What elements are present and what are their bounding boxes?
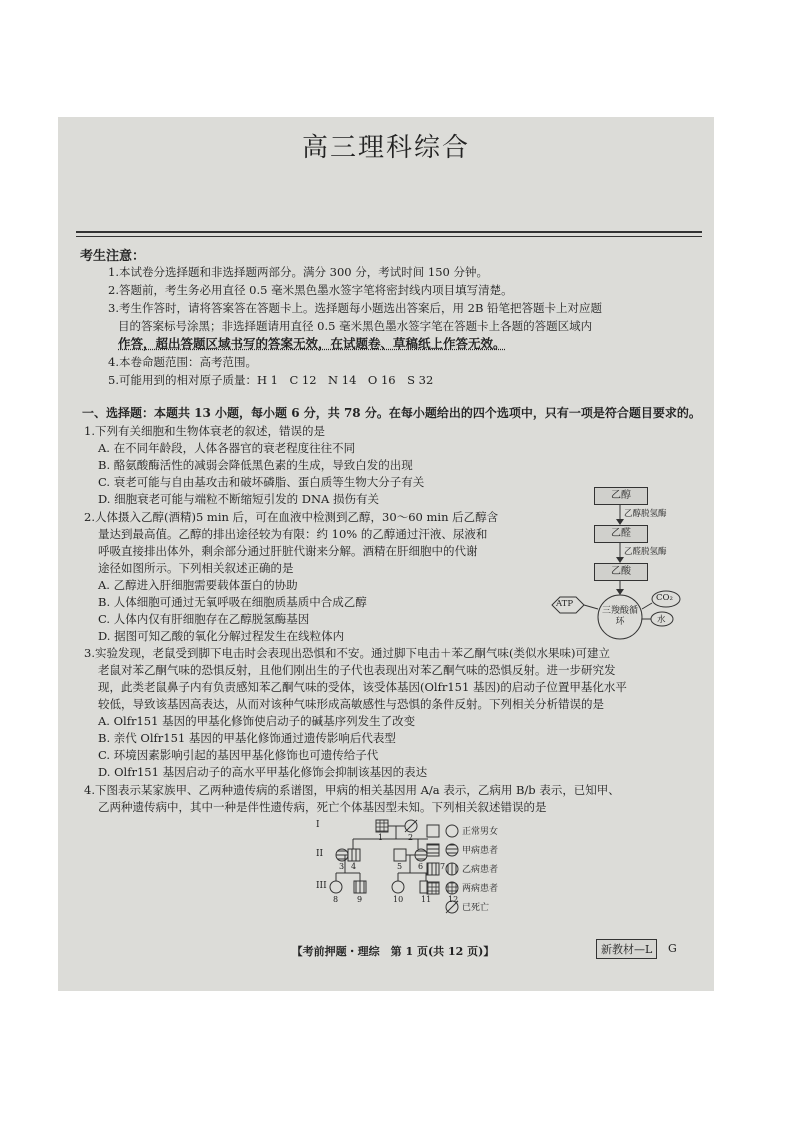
individual-number: 3 bbox=[339, 862, 345, 871]
question-stem: 途径如图所示。下列相关叙述正确的是 bbox=[98, 561, 294, 575]
individual-number: 2 bbox=[408, 833, 414, 842]
question-stem: 现，此类老鼠鼻子内有负责感知苯乙酮气味的受体，该受体基因(Olfr151 基因)的启动子位置甲基化水平 bbox=[98, 680, 627, 694]
option-d: D. 细胞衰老可能与端粒不断缩短引发的 DNA 损伤有关 bbox=[98, 492, 380, 506]
edition-tag: 新教材—L bbox=[596, 939, 657, 959]
page-title: 高三理科综合 bbox=[301, 133, 470, 163]
question-stem: 呼吸直接排出体外，剩余部分通过肝脏代谢来分解。酒精在肝细胞中的代谢 bbox=[98, 544, 478, 558]
question-3 bbox=[84, 645, 704, 781]
water-label: 水 bbox=[657, 615, 666, 625]
page-footer: 【考前押题・理综 第 1 页(共 12 页)】 bbox=[291, 945, 495, 958]
option-c: C. 环境因素影响引起的基因甲基化修饰也可遗传给子代 bbox=[98, 748, 379, 762]
option-a: A. Olfr151 基因的甲基化修饰使启动子的碱基序列发生了改变 bbox=[98, 714, 416, 728]
edition-suffix: G bbox=[668, 942, 677, 955]
notice-item: 3.考生作答时，请将答案答在答题卡上。选择题每小题选出答案后，用 2B 铅笔把答题卡上对应题 bbox=[108, 301, 603, 315]
notice-item: 1.本试卷分选择题和非选择题两部分。满分 300 分，考试时间 150 分钟。 bbox=[108, 265, 488, 279]
divider bbox=[76, 231, 702, 233]
option-c: C. 衰老可能与自由基攻击和破坏磷脂、蛋白质等生物大分子有关 bbox=[98, 475, 425, 489]
option-d: D. 据图可知乙酸的氧化分解过程发生在线粒体内 bbox=[98, 629, 345, 643]
option-d: D. Olfr151 基因启动子的高水平甲基化修饰会抑制该基因的表达 bbox=[98, 765, 428, 779]
exam-page bbox=[58, 117, 714, 991]
notice-list bbox=[108, 263, 708, 389]
section-heading: 一、选择题：本题共 13 小题，每小题 6 分，共 78 分。在每小题给出的四个选项中，只有一项是符合题目要求的。 bbox=[82, 406, 701, 420]
individual-number: 10 bbox=[393, 895, 404, 904]
question-stem: 乙两种遗传病中，其中一种是伴性遗传病，死亡个体基因型未知。下列相关叙述错误的是 bbox=[98, 800, 547, 814]
generation-label: III bbox=[316, 881, 327, 891]
question-2 bbox=[84, 509, 564, 645]
question-stem: 1.下列有关细胞和生物体衰老的叙述，错误的是 bbox=[84, 424, 325, 438]
legend-label: 正常男女 bbox=[462, 827, 499, 837]
question-stem: 老鼠对苯乙酮气味的恐惧反射，且他们刚出生的子代也表现出对苯乙酮气味的恐惧反射。进一步研究发 bbox=[98, 663, 616, 677]
atp-label: ATP bbox=[556, 599, 574, 609]
question-stem: 量达到最高值。乙醇的排出途径较为有限：约 10% 的乙醇通过汗液、尿液和 bbox=[98, 527, 488, 541]
node-acetaldehyde: 乙醛 bbox=[594, 525, 648, 543]
individual-number: 1 bbox=[378, 833, 384, 842]
legend-label: 已死亡 bbox=[462, 903, 490, 913]
legend-item bbox=[426, 859, 546, 878]
notice-heading: 考生注意： bbox=[80, 249, 146, 264]
individual-number: 12 bbox=[448, 895, 459, 904]
individual-number: 4 bbox=[351, 862, 357, 871]
node-acetic-acid: 乙酸 bbox=[594, 563, 648, 581]
individual-number: 5 bbox=[397, 862, 403, 871]
pedigree-drawing bbox=[258, 817, 428, 927]
question-stem: 3.实验发现，老鼠受到脚下电击时会表现出恐惧和不安。通过脚下电击＋苯乙酮气味(类似水果味)可建立 bbox=[84, 646, 610, 660]
notice-item: 5.可能用到的相对原子质量：H 1 C 12 N 14 O 16 S 32 bbox=[108, 373, 434, 387]
individual-number: 6 bbox=[418, 862, 424, 871]
legend-symbol-deceased bbox=[426, 900, 460, 914]
option-a: A. 乙醇进入肝细胞需要载体蛋白的协助 bbox=[98, 578, 298, 592]
question-stem: 较低，导致该基因高表达，从而对该种气味形成高敏感性与恐惧的条件反射。下列相关分析错误的是 bbox=[98, 697, 604, 711]
individual-number: 8 bbox=[333, 895, 339, 904]
option-b: B. 酪氨酸酶活性的减弱会降低黑色素的生成，导致白发的出现 bbox=[98, 458, 413, 472]
individual-number: 11 bbox=[421, 895, 432, 904]
notice-item: 2.答题前，考生务必用直径 0.5 毫米黑色墨水签字笔将密封线内项目填写清楚。 bbox=[108, 283, 513, 297]
legend-label: 甲病患者 bbox=[462, 846, 499, 856]
notice-item: 目的答案标号涂黑；非选择题请用直径 0.5 毫米黑色墨水签字笔在答题卡上各题的答题区域内 bbox=[118, 319, 593, 333]
individual-number: 7 bbox=[440, 862, 446, 871]
co2-label: CO₂ bbox=[656, 593, 673, 603]
notice-item: 4.本卷命题范围：高考范围。 bbox=[108, 355, 257, 369]
legend-item bbox=[426, 897, 546, 916]
cycle-label: 三羧酸循环 bbox=[602, 606, 639, 627]
metabolism-diagram bbox=[546, 485, 706, 655]
node-ethanol: 乙醇 bbox=[594, 487, 648, 505]
individual-number: 9 bbox=[357, 895, 363, 904]
option-b: B. 人体细胞可通过无氧呼吸在细胞质基质中合成乙醇 bbox=[98, 595, 367, 609]
divider bbox=[76, 236, 702, 237]
option-c: C. 人体内仅有肝细胞存在乙醇脱氢酶基因 bbox=[98, 612, 310, 626]
question-stem: 2.人体摄入乙醇(酒精)5 min 后，可在血液中检测到乙醇，30～60 min 后乙醇含 bbox=[84, 510, 499, 524]
option-b: B. 亲代 Olfr151 基因的甲基化修饰通过遗传影响后代表型 bbox=[98, 731, 396, 745]
generation-label: II bbox=[316, 849, 324, 859]
notice-item-warning: 作答，超出答题区域书写的答案无效，在试题卷、草稿纸上作答无效。 bbox=[118, 336, 506, 351]
legend-item bbox=[426, 821, 546, 840]
generation-label: I bbox=[316, 820, 320, 830]
legend-symbol-disease-a bbox=[426, 843, 460, 857]
enzyme-label: 乙醛脱氢酶 bbox=[624, 547, 667, 557]
option-a: A. 在不同年龄段，人体各器官的衰老程度往往不同 bbox=[98, 441, 356, 455]
legend-label: 乙病患者 bbox=[462, 865, 499, 875]
legend-item bbox=[426, 840, 546, 859]
enzyme-label: 乙醇脱氢酶 bbox=[624, 509, 667, 519]
question-4 bbox=[84, 782, 704, 816]
legend-label: 两病患者 bbox=[462, 884, 499, 894]
question-stem: 4.下图表示某家族甲、乙两种遗传病的系谱图，甲病的相关基因用 A/a 表示，乙病用 B/b 表示，已知甲、 bbox=[84, 783, 620, 797]
legend-symbol-both bbox=[426, 881, 460, 895]
pedigree-legend bbox=[426, 821, 546, 916]
legend-item bbox=[426, 878, 546, 897]
question-1 bbox=[84, 423, 604, 508]
legend-symbol-disease-b bbox=[426, 862, 460, 876]
legend-symbol-normal bbox=[426, 824, 460, 838]
